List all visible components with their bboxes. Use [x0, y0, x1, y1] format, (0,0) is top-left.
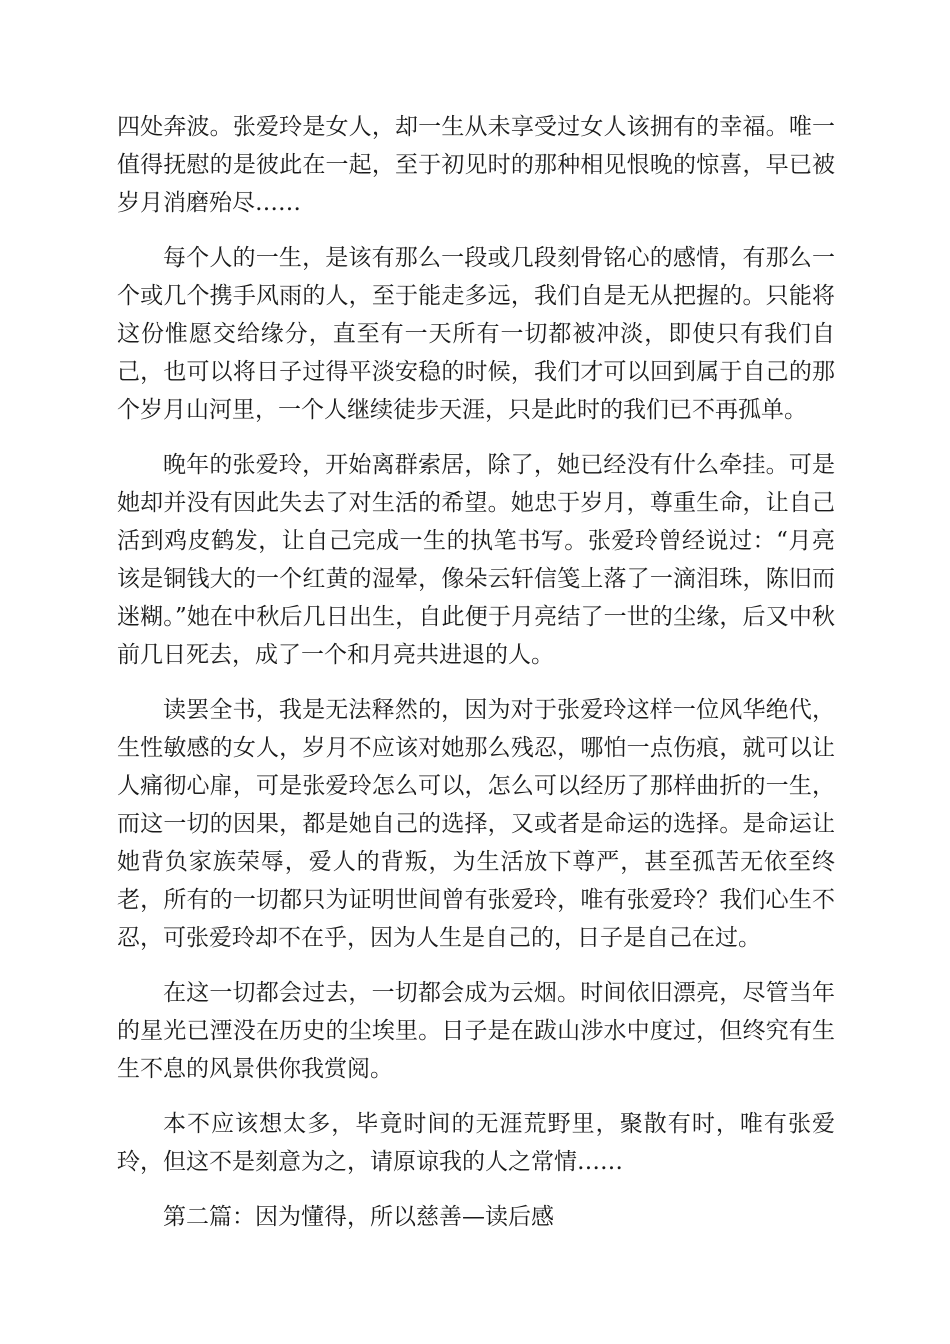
document-page: [117, 108, 835, 1236]
paragraph-5: 在这一切都会过去，一切都会成为云烟。时间依旧漂亮，尽管当年的星光已湮没在历史的尘埃里。日子是在跋山涉水中度过，但终究有生生不息的风景供你我赏阅。: [117, 980, 835, 1082]
paragraph-4: 读罢全书，我是无法释然的，因为对于张爱玲这样一位风华绝代，生性敏感的女人，岁月不应该对她那么残忍，哪怕一点伤痕，就可以让人痛彻心扉，可是张爱玲怎么可以，怎么可以经历了那样曲折的一生，而这一切的因果，都是她自己的选择，又或者是命运的选择。是命运让她背负家族荣辱，爱人的背叛，为生活放下尊严，甚至孤苦无依至终老，所有的一切都只为证明世间曾有张爱玲，唯有张爱玲？我们心生不忍，可张爱玲却不在乎，因为人生是自己的，日子是自己在过。: [117, 697, 835, 951]
paragraph-1: 四处奔波。张爱玲是女人，却一生从未享受过女人该拥有的幸福。唯一值得抚慰的是彼此在一起，至于初见时的那种相见恨晚的惊喜，早已被岁月消磨殆尽……: [117, 114, 835, 216]
section-heading: 第二篇：因为懂得，所以慈善—读后感: [163, 1204, 554, 1230]
paragraph-6: 本不应该想太多，毕竟时间的无涯荒野里，聚散有时，唯有张爱玲，但这不是刻意为之，请原谅我的人之常情……: [117, 1111, 835, 1175]
paragraph-2: 每个人的一生，是该有那么一段或几段刻骨铭心的感情，有那么一个或几个携手风雨的人，至于能走多远，我们自是无从把握的。只能将这份惟愿交给缘分，直至有一天所有一切都被冲淡，即使只有我们自己，也可以将日子过得平淡安稳的时候，我们才可以回到属于自己的那个岁月山河里，一个人继续徒步天涯，只是此时的我们已不再孤单。: [117, 245, 835, 423]
paragraph-3: 晚年的张爱玲，开始离群索居，除了，她已经没有什么牵挂。可是她却并没有因此失去了对生活的希望。她忠于岁月，尊重生命，让自己活到鸡皮鹤发，让自己完成一生的执笔书写。张爱玲曾经说过：“月亮该是铜钱大的一个红黄的湿晕，像朵云轩信笺上落了一滴泪珠，陈旧而迷糊。”她在中秋后几日出生，自此便于月亮结了一世的尘缘，后又中秋前几日死去，成了一个和月亮共进退的人。: [117, 452, 835, 668]
